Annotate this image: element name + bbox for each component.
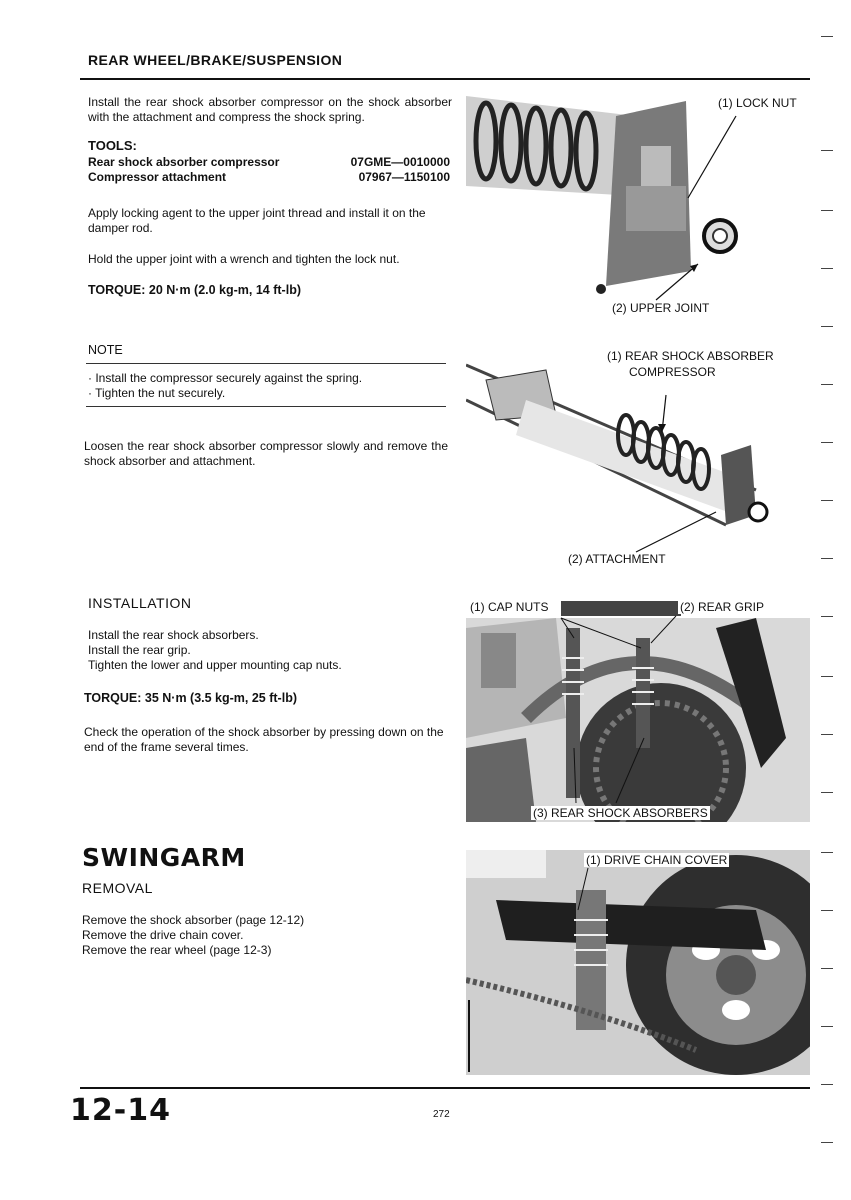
fig3-label-cap-nuts: (1) CAP NUTS <box>470 600 549 614</box>
tool-row <box>88 155 450 170</box>
margin-tick <box>821 210 833 211</box>
installation-heading: INSTALLATION <box>88 595 192 611</box>
installation-step: Tighten the lower and upper mounting cap nuts. <box>88 658 342 672</box>
fig4-label-drive-chain-cover: (1) DRIVE CHAIN COVER <box>586 853 728 867</box>
fig1-label-upper-joint: (2) UPPER JOINT <box>612 301 710 315</box>
fig2-label-compressor: (1) REAR SHOCK ABSORBER <box>607 349 774 363</box>
fig1-label-lock-nut: (1) LOCK NUT <box>718 96 797 110</box>
tool-code: 07GME—0010000 <box>350 155 450 169</box>
margin-tick <box>821 150 833 151</box>
margin-tick <box>821 326 833 327</box>
check-operation-paragraph: Check the operation of the shock absorber by pressing down on the end of the frame several times. <box>84 725 444 754</box>
removal-step: Remove the rear wheel (page 12-3) <box>82 943 272 957</box>
tool-code: 07967—1150100 <box>358 170 450 184</box>
tool-name: Compressor attachment <box>88 170 227 184</box>
tools-list <box>88 155 450 185</box>
margin-tick <box>821 1026 833 1027</box>
installation-step: Install the rear grip. <box>88 643 191 657</box>
tool-row <box>88 170 450 185</box>
margin-tick <box>821 1142 833 1143</box>
tools-heading: TOOLS: <box>88 138 137 153</box>
margin-tick <box>821 36 833 37</box>
margin-tick <box>821 968 833 969</box>
margin-tick <box>821 792 833 793</box>
margin-tick <box>821 500 833 501</box>
tool-name: Rear shock absorber compressor <box>88 155 280 169</box>
installation-step: Install the rear shock absorbers. <box>88 628 259 642</box>
margin-tick <box>821 852 833 853</box>
section-title: REAR WHEEL/BRAKE/SUSPENSION <box>88 52 343 68</box>
note-top-rule <box>86 363 446 364</box>
margin-tick <box>821 734 833 735</box>
rear-suspension-photo <box>466 598 810 822</box>
removal-step: Remove the shock absorber (page 12-12) <box>82 913 305 927</box>
torque-spec-2: TORQUE: 35 N·m (3.5 kg-m, 25 ft-lb) <box>84 691 297 705</box>
figure-drive-chain-cover <box>466 850 810 1075</box>
margin-tick <box>821 1084 833 1085</box>
hold-joint-paragraph: Hold the upper joint with a wrench and tighten the lock nut. <box>88 252 400 266</box>
margin-tick <box>821 442 833 443</box>
margin-tick <box>821 910 833 911</box>
intro-paragraph: Install the rear shock absorber compressor on the shock absorber with the attachment and compress the shock spring. <box>88 95 452 124</box>
removal-steps <box>82 913 304 958</box>
fig3-label-rear-grip: (2) REAR GRIP <box>680 600 765 614</box>
fig2-label-attachment: (2) ATTACHMENT <box>568 552 666 566</box>
removal-step: Remove the drive chain cover. <box>82 928 244 942</box>
fig2-label-compressor-cont: COMPRESSOR <box>629 365 716 379</box>
removal-heading: REMOVAL <box>82 880 153 896</box>
figure-cap-nuts <box>466 598 810 822</box>
page-number: 272 <box>433 1109 450 1120</box>
header-rule <box>80 78 810 80</box>
margin-tick <box>821 384 833 385</box>
torque-spec-1: TORQUE: 20 N·m (2.0 kg-m, 14 ft-lb) <box>88 283 301 297</box>
fig3-label-rear-shock-absorbers: (3) REAR SHOCK ABSORBERS <box>533 806 708 820</box>
margin-tick <box>821 268 833 269</box>
locking-agent-paragraph: Apply locking agent to the upper joint thread and install it on the damper rod. <box>88 206 426 235</box>
shock-upper-illustration <box>466 86 810 321</box>
note-item: · Tighten the nut securely. <box>88 386 226 400</box>
margin-tick <box>821 676 833 677</box>
swingarm-photo <box>466 850 810 1075</box>
loosen-paragraph: Loosen the rear shock absorber compressor slowly and remove the shock absorber and attachment. <box>84 439 448 468</box>
installation-steps <box>88 628 342 673</box>
margin-tick <box>821 558 833 559</box>
page-section-number: 12-14 <box>70 1093 171 1128</box>
footer-rule <box>80 1087 810 1089</box>
note-bottom-rule <box>86 406 446 407</box>
swingarm-title: SWINGARM <box>82 843 246 872</box>
note-item: · Install the compressor securely against the spring. <box>88 371 363 385</box>
margin-tick <box>821 616 833 617</box>
note-heading: NOTE <box>88 343 123 357</box>
figure-compressor <box>466 340 810 572</box>
figure-lock-nut <box>466 86 810 321</box>
